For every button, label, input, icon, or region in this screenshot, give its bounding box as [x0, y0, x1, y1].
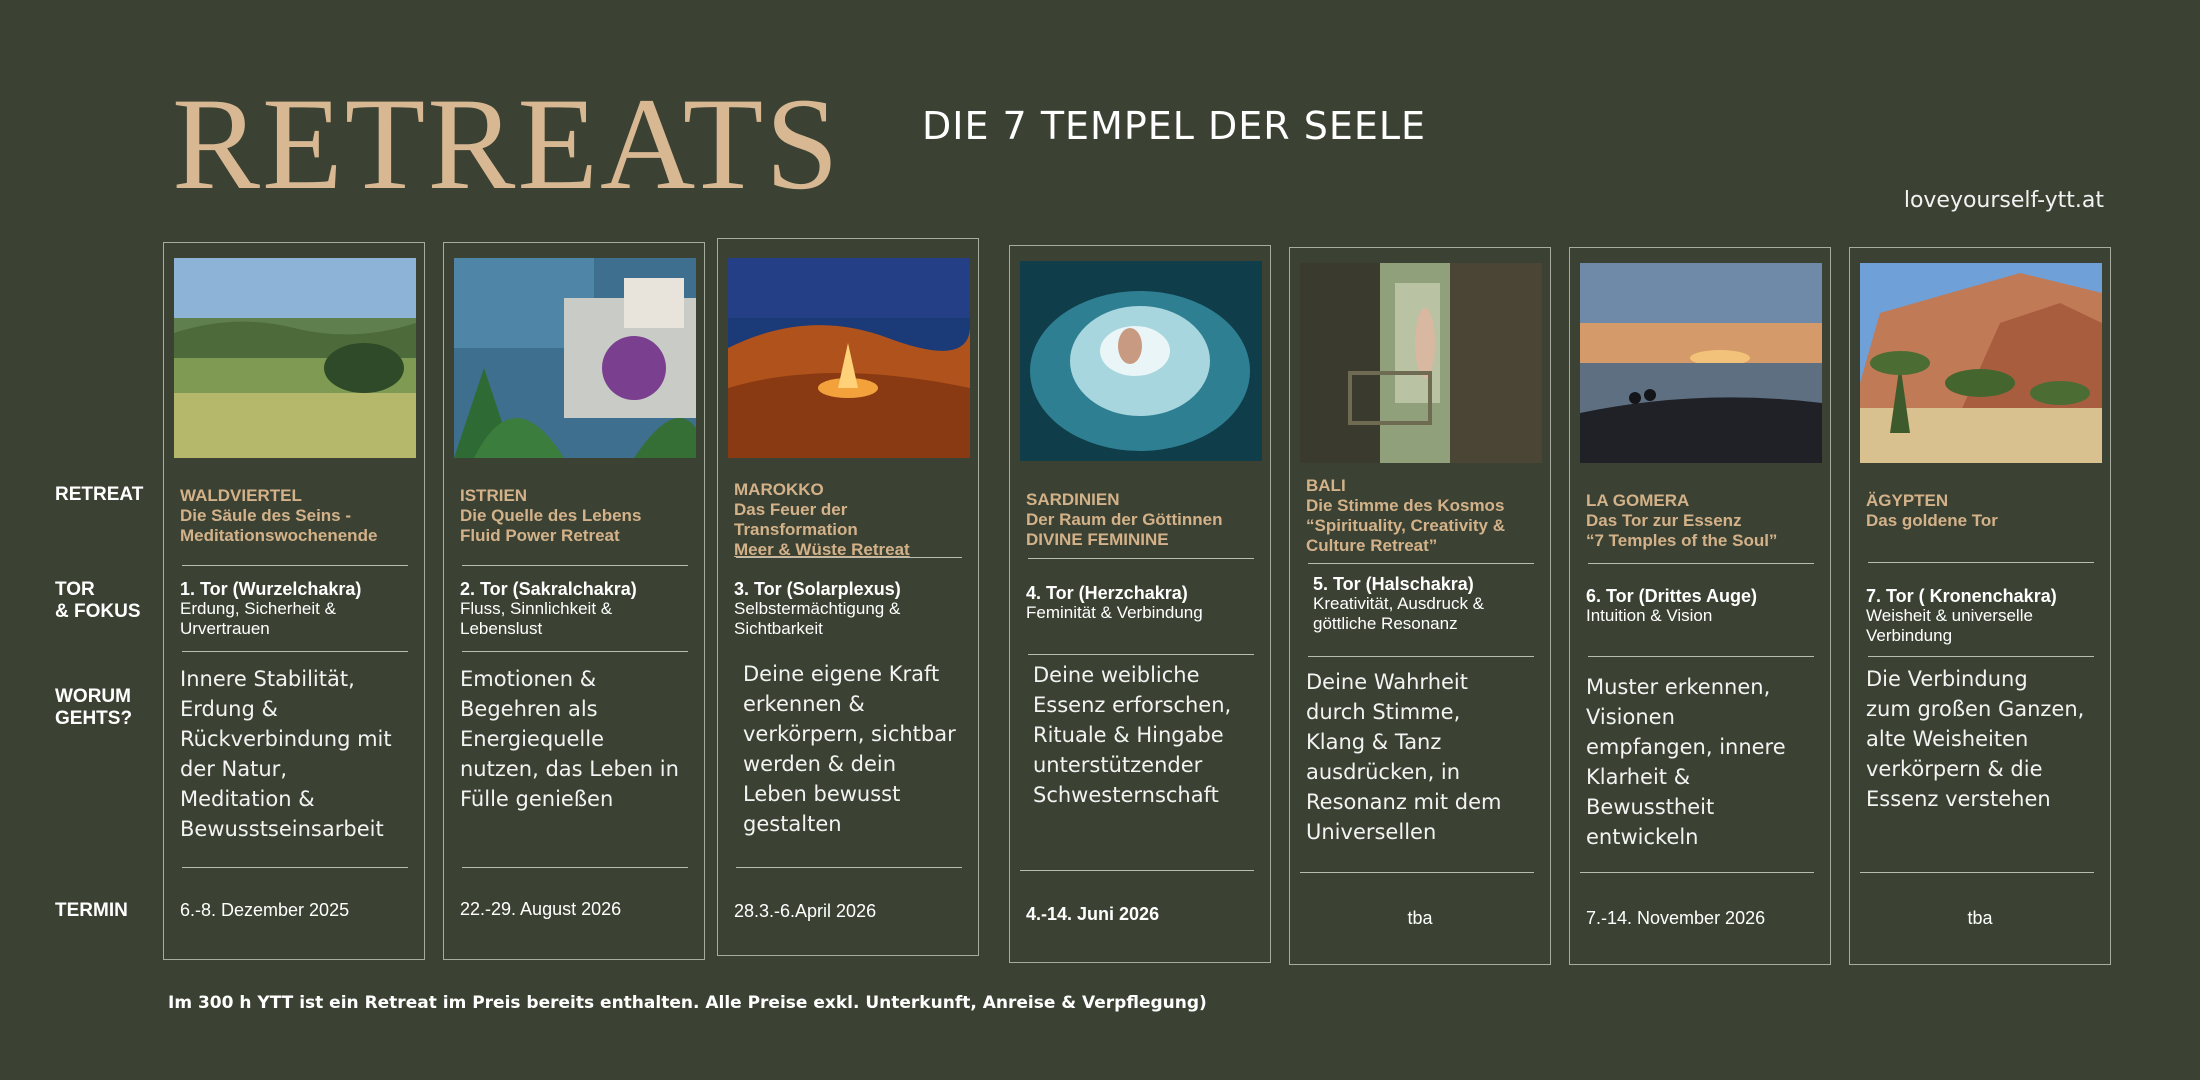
retreat-title: BALI Die Stimme des Kosmos “Spirituality, Creativity & Culture Retreat”	[1306, 476, 1506, 555]
row-label-worum-line2: GEHTS?	[55, 708, 133, 729]
desert-oasis-photo	[1860, 263, 2102, 463]
divider	[1028, 654, 1254, 655]
retreat-title: ÄGYPTEN Das goldene Tor	[1866, 491, 1998, 530]
retreat-title: LA GOMERA Das Tor zur Essenz “7 Temples of the Soul”	[1586, 491, 1778, 550]
row-label-termin: TERMIN	[55, 900, 128, 921]
divider	[1300, 872, 1534, 873]
coast-terrace-photo	[454, 258, 696, 458]
divider	[736, 557, 962, 558]
gate-focus: 6. Tor (Drittes Auge) Intuition & Vision	[1586, 586, 1758, 625]
divider	[462, 651, 688, 652]
website-link[interactable]: loveyourself-ytt.at	[1903, 188, 2104, 213]
gate-focus: 1. Tor (Wurzelchakra) Erdung, Sicherheit & Urvertrauen	[180, 579, 362, 638]
retreat-card-marokko[interactable]	[717, 238, 979, 956]
row-label-tor: TOR	[55, 579, 95, 600]
gate-focus: 2. Tor (Sakralchakra) Fluss, Sinnlichkeit & Lebenslust	[460, 579, 637, 638]
retreat-date: 22.-29. August 2026	[460, 899, 622, 919]
row-label-fokus: & FOKUS	[55, 601, 141, 622]
row-label-tor-fokus	[55, 579, 141, 623]
divider	[462, 565, 688, 566]
retreat-date: 28.3.-6.April 2026	[734, 901, 877, 921]
divider	[1588, 563, 1814, 564]
row-label-worum	[55, 686, 132, 730]
divider	[462, 867, 688, 868]
retreat-description: Deine weibliche Essenz erforschen, Rituale & Hingabe unterstützender Schwesternschaft	[1033, 663, 1232, 807]
retreat-card-sardinien[interactable]	[1009, 245, 1271, 963]
page-title: RETREATS	[172, 70, 841, 217]
retreat-description: Die Verbindung zum großen Ganzen, alte Weisheiten verkörpern & die Essenz verstehen	[1866, 667, 2085, 811]
divider	[1308, 563, 1534, 564]
retreat-description: Muster erkennen, Visionen empfangen, innere Klarheit & Bewusstheit entwickeln	[1586, 675, 1786, 849]
gate-focus: 5. Tor (Halschakra) Kreativität, Ausdruck & göttliche Resonanz	[1313, 574, 1485, 633]
row-label-worum-line1: WORUM	[55, 686, 131, 707]
divider	[182, 565, 408, 566]
retreat-card-istrien[interactable]	[443, 242, 705, 960]
retreat-title: MAROKKO Das Feuer der Transformation Meer & Wüste Retreat	[734, 480, 910, 559]
divider	[1868, 562, 2094, 563]
divider	[736, 867, 962, 868]
retreat-card-waldviertel[interactable]	[163, 242, 425, 960]
retreat-description: Deine Wahrheit durch Stimme, Klang & Tanz ausdrücken, in Resonanz mit dem Universellen	[1306, 670, 1502, 844]
retreat-card-la-gomera[interactable]	[1569, 247, 1831, 965]
retreat-description: Emotionen & Begehren als Energiequelle nutzen, das Leben in Fülle genießen	[460, 667, 679, 811]
page-subtitle: DIE 7 TEMPEL DER SEELE	[922, 104, 1427, 148]
divider	[182, 867, 408, 868]
jungle-gate-photo	[1300, 263, 1542, 463]
retreat-date: 7.-14. November 2026	[1586, 908, 1766, 928]
divider	[1028, 558, 1254, 559]
retreat-title: SARDINIEN Der Raum der Göttinnen DIVINE FEMININE	[1026, 490, 1223, 549]
divider	[1308, 656, 1534, 657]
retreat-date: tba	[1407, 908, 1433, 928]
divider	[1868, 656, 2094, 657]
divider	[182, 651, 408, 652]
retreat-card-bali[interactable]	[1289, 247, 1551, 965]
retreat-date: 6.-8. Dezember 2025	[180, 900, 350, 920]
divider	[1588, 656, 1814, 657]
divider	[1860, 872, 2094, 873]
gate-focus: 7. Tor ( Kronenchakra) Weisheit & universelle Verbindung	[1866, 586, 2057, 645]
retreat-date: 4.-14. Juni 2026	[1026, 904, 1160, 924]
divider	[1580, 872, 1814, 873]
gate-focus: 3. Tor (Solarplexus) Selbstermächtigung & Sichtbarkeit	[734, 579, 901, 638]
retreat-card-aegypten[interactable]	[1849, 247, 2111, 965]
retreat-description: Innere Stabilität, Erdung & Rückverbindung mit der Natur, Meditation & Bewusstseinsarbeit	[180, 667, 392, 841]
row-label-retreat: RETREAT	[55, 484, 144, 505]
gate-focus: 4. Tor (Herzchakra) Feminität & Verbindung	[1026, 583, 1203, 622]
retreat-description: Deine eigene Kraft erkennen & verkörpern, sichtbar werden & dein Leben bewusst gestalten	[743, 662, 956, 836]
water-splash-photo	[1020, 261, 1262, 461]
sunset-beach-photo	[1580, 263, 1822, 463]
landscape-photo	[174, 258, 416, 458]
desert-campfire-photo	[728, 258, 970, 458]
retreat-title: ISTRIEN Die Quelle des Lebens Fluid Power Retreat	[460, 486, 642, 545]
divider	[1020, 870, 1254, 871]
footer-note: Im 300 h YTT ist ein Retreat im Preis bereits enthalten. Alle Preise exkl. Unterkunft, Anreise & Verpflegung)	[168, 993, 1207, 1013]
retreat-title: WALDVIERTEL Die Säule des Seins - Meditationswochenende	[180, 486, 378, 545]
retreat-date: tba	[1967, 908, 1993, 928]
